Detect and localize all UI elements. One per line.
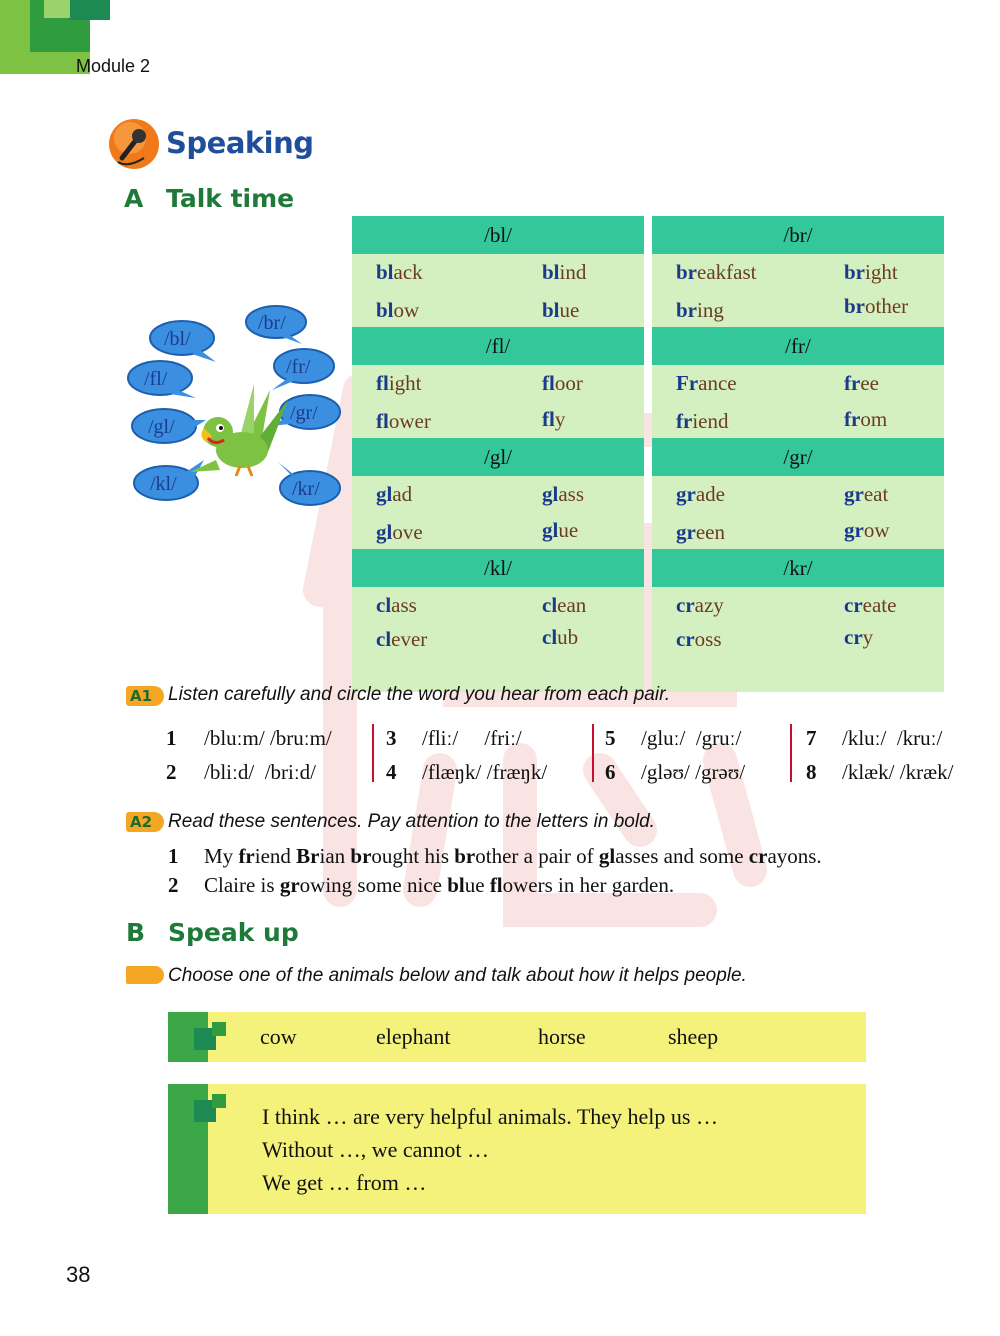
word: cross xyxy=(676,627,722,651)
bold-blend: bl xyxy=(447,873,465,897)
word: free xyxy=(844,371,879,395)
sound-header: /fl/ xyxy=(352,327,644,365)
word: breakfast xyxy=(676,260,757,284)
word: green xyxy=(676,520,725,544)
a1-pair: 6 /gləʊ/ /grəʊ/ xyxy=(605,760,746,784)
sentence-fragment: other a pair of xyxy=(475,844,599,868)
sound-cell-kl xyxy=(352,549,644,692)
sentence-fragment: ian xyxy=(319,844,351,868)
a1-pair: 1 /bluːm/ /bruːm/ xyxy=(166,726,332,750)
animal-word: elephant xyxy=(376,1024,451,1049)
bold-blend: fr xyxy=(238,844,255,868)
word: club xyxy=(542,625,579,649)
sound-header: /br/ xyxy=(652,216,944,254)
sound-cell-gl xyxy=(352,438,644,549)
sentence-fragment: asses and some xyxy=(615,844,749,868)
bubble-label-br: /br/ xyxy=(258,312,286,334)
section-a-heading xyxy=(124,184,294,213)
page-number: 38 xyxy=(66,1262,91,1287)
word: bring xyxy=(676,298,724,322)
bubble-br xyxy=(246,306,306,344)
word: crazy xyxy=(676,593,724,617)
section-b-title: Speak up xyxy=(168,918,299,947)
speech-bubbles xyxy=(128,306,340,505)
bubble-label-kr: /kr/ xyxy=(292,478,320,500)
sound-header: /bl/ xyxy=(352,216,644,254)
word: bright xyxy=(844,260,898,284)
word: France xyxy=(676,371,737,395)
sentence-fragment: My xyxy=(204,844,239,868)
pair-divider xyxy=(372,724,374,782)
a1-pair: 4 /flæŋk/ /fræŋk/ xyxy=(386,760,548,784)
word: brother xyxy=(844,294,909,318)
pair-divider xyxy=(790,724,792,782)
bubble-bl xyxy=(150,321,216,362)
word: great xyxy=(844,482,889,506)
word: glad xyxy=(376,482,413,506)
sentence-fragment: ayons. xyxy=(767,844,822,868)
sound-header: /kr/ xyxy=(652,549,944,587)
bubble-gl xyxy=(132,409,206,443)
a1-pair: 3 /fliː/ /friː/ xyxy=(386,726,522,750)
sound-header: /fr/ xyxy=(652,327,944,365)
bold-blend: br xyxy=(454,844,476,868)
word: floor xyxy=(542,371,583,395)
sentence-text xyxy=(204,844,822,868)
word: glass xyxy=(542,482,585,506)
speaking-title: Speaking xyxy=(166,126,314,160)
sound-header: /gl/ xyxy=(352,438,644,476)
sentence-fragment: owers in her garden. xyxy=(502,873,675,897)
word: from xyxy=(844,407,888,431)
sound-cell-fl xyxy=(352,327,644,438)
bold-blend: cr xyxy=(748,844,768,868)
word: blow xyxy=(376,298,420,322)
bold-blend: gr xyxy=(279,873,300,897)
section-a-letter: A xyxy=(124,184,144,213)
word: glove xyxy=(376,520,423,544)
sound-cell-br xyxy=(652,216,944,327)
module-label: Module 2 xyxy=(76,56,151,76)
sound-cell-gr xyxy=(652,438,944,549)
a1-pair: 8 /klæk/ /kræk/ xyxy=(806,760,954,784)
word: clever xyxy=(376,627,428,651)
word: class xyxy=(376,593,417,617)
sound-cell-kr xyxy=(652,549,944,692)
section-b-letter: B xyxy=(126,918,146,947)
a1-tag: A1 xyxy=(126,686,164,706)
a1-pair: 2 /bliːd/ /briːd/ xyxy=(166,760,317,784)
parrot-illustration xyxy=(120,300,350,520)
phrase-line: Without …, we cannot … xyxy=(262,1137,490,1162)
word: create xyxy=(844,593,897,617)
word: blind xyxy=(542,260,587,284)
bold-blend: gl xyxy=(598,844,616,868)
microphone-icon xyxy=(108,118,160,170)
parrot-icon xyxy=(190,384,288,476)
sentence-fragment: iend xyxy=(254,844,297,868)
section-a-title: Talk time xyxy=(166,184,295,213)
a2-sentence: 2 Claire is growing some nice blue flowers in her garden. xyxy=(168,873,675,897)
animal-box xyxy=(168,1012,866,1062)
bubble-fl xyxy=(128,361,196,398)
word: cry xyxy=(844,625,874,649)
bubble-label-bl: /bl/ xyxy=(164,328,191,350)
phrase-line: We get … from … xyxy=(262,1170,427,1195)
sentence-text xyxy=(204,873,674,897)
bubble-label-gr: /gr/ xyxy=(290,402,318,424)
bubble-kr xyxy=(278,462,340,505)
a2-sentence: 1 My friend Brian brought his brother a pair of glasses and some crayons. xyxy=(168,844,822,868)
word: blue xyxy=(542,298,580,322)
bold-blend: Br xyxy=(296,844,320,868)
a1-pair: 5 /gluː/ /gruː/ xyxy=(605,726,742,750)
bubble-kl xyxy=(134,460,204,500)
animal-word: horse xyxy=(538,1024,586,1049)
animal-word: cow xyxy=(260,1024,297,1049)
sound-table xyxy=(352,216,940,654)
word: flower xyxy=(376,409,431,433)
sound-header: /kl/ xyxy=(352,549,644,587)
bubble-label-kl: /kl/ xyxy=(150,473,177,495)
section-b-heading xyxy=(126,918,299,947)
bold-blend: br xyxy=(350,844,372,868)
sound-cell-fr xyxy=(652,327,944,438)
bubble-label-fl: /fl/ xyxy=(144,368,168,390)
word: grow xyxy=(844,518,890,542)
word: grade xyxy=(676,482,725,506)
sentence-fragment: ought his xyxy=(371,844,455,868)
a2-tag: A2 xyxy=(126,812,164,832)
bold-blend: fl xyxy=(489,873,503,897)
bubble-label-fr: /fr/ xyxy=(286,356,311,378)
word: friend xyxy=(676,409,729,433)
word: fly xyxy=(542,407,566,431)
word: flight xyxy=(376,371,422,395)
a2-instruction: Read these sentences. Pay attention to the letters in bold. xyxy=(168,811,655,832)
sentence-fragment: ue xyxy=(464,873,490,897)
phrase-box xyxy=(168,1084,866,1214)
sentence-fragment: Claire is xyxy=(204,873,280,897)
sound-header: /gr/ xyxy=(652,438,944,476)
word: black xyxy=(376,260,423,284)
a1-pair: 7 /kluː/ /kruː/ xyxy=(806,726,943,750)
bubble-label-gl: /gl/ xyxy=(148,416,175,438)
animal-word: sheep xyxy=(668,1024,719,1049)
word: clean xyxy=(542,593,587,617)
b-tag xyxy=(126,966,164,984)
word: glue xyxy=(542,518,579,542)
b-instruction: Choose one of the animals below and talk about how it helps people. xyxy=(168,965,747,986)
sound-cell-bl xyxy=(352,216,644,327)
sentence-fragment: owing some nice xyxy=(299,873,448,897)
bubble-fr xyxy=(272,349,334,390)
a1-instruction: Listen carefully and circle the word you hear from each pair. xyxy=(168,684,670,705)
phrase-line: I think … are very helpful animals. They help us … xyxy=(262,1104,718,1129)
pair-divider xyxy=(592,724,594,782)
